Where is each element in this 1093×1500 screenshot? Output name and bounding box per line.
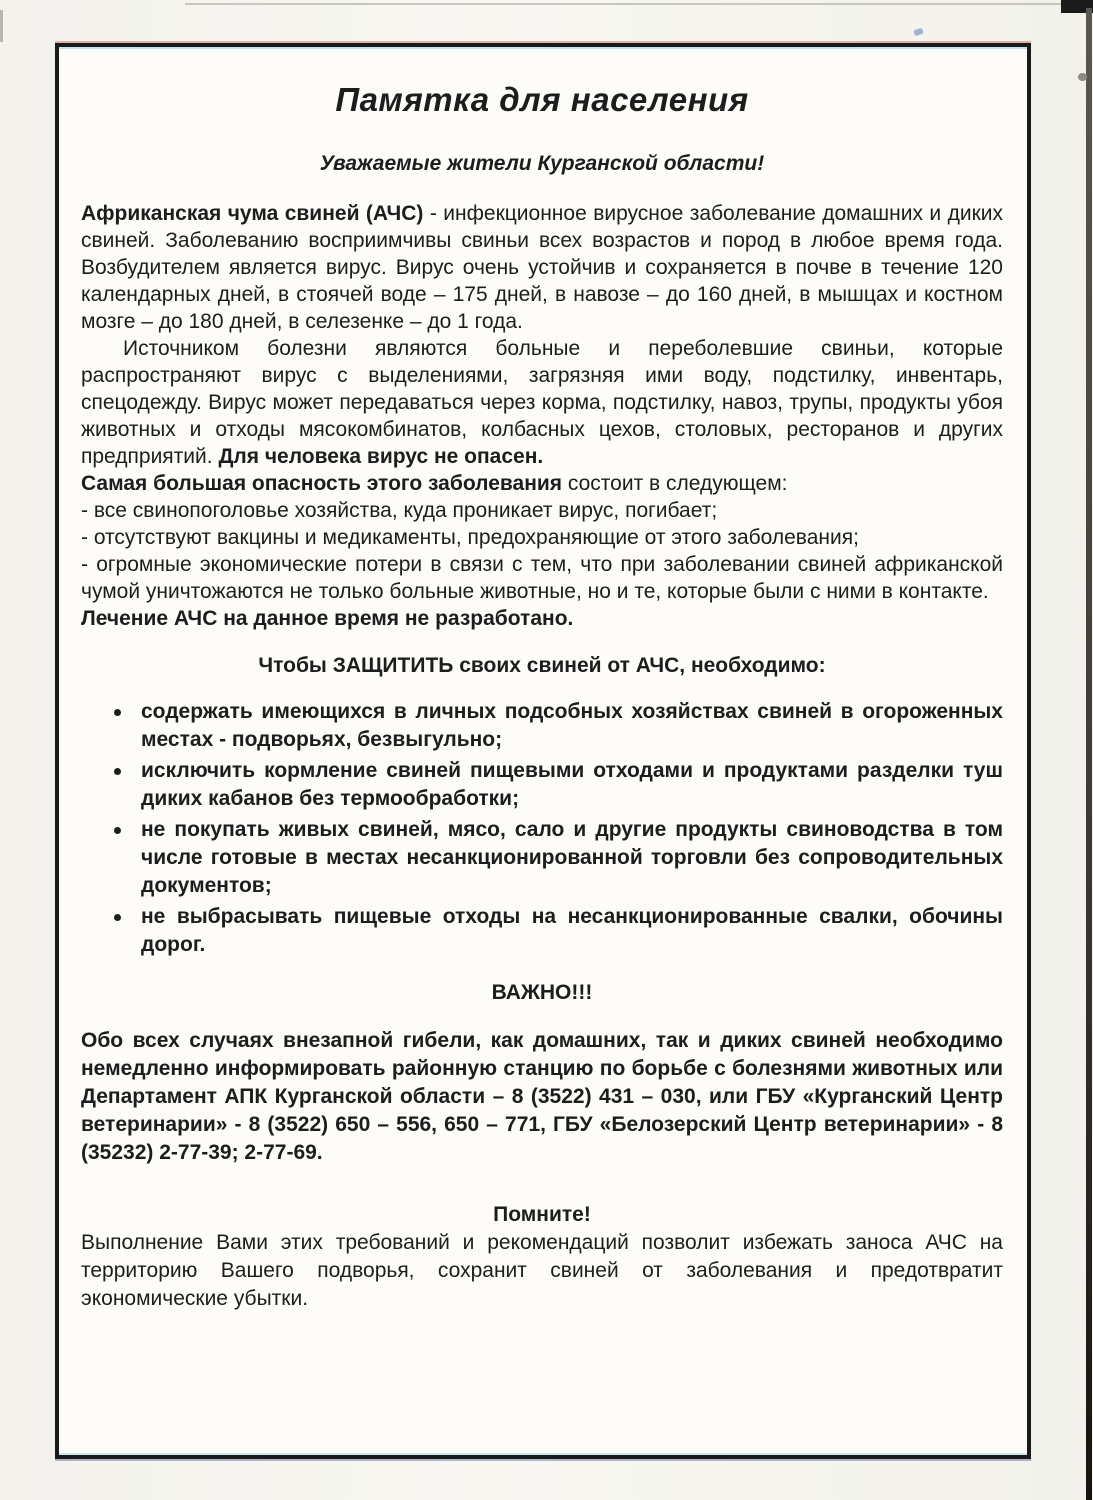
important-heading: ВАЖНО!!! [491, 981, 593, 1004]
scan-artifact-top-line [185, 3, 1065, 5]
remember-heading: Помните! [493, 1203, 591, 1226]
danger-list-item: - отсутствуют вакцины и медикаменты, предохраняющие от этого заболевания; [81, 526, 859, 549]
intro-bold-lead: Африканская чума свиней (АЧС) [81, 202, 424, 225]
document-frame [55, 43, 1031, 1459]
scan-artifact-left-edge [0, 10, 3, 42]
source-main: Источником болезни являются больные и переболевшие свиньи, которые распространяют вирус с выделениями, загрязняя ими воду, подстилку, инвентарь, спецодежду. Вирус может передаваться через корма, подстилку, навоз, трупы, продукты убоя животных и отходы мясокомбинатов, колбасных цехов, столовых, ресторанов и других предприятий. [81, 337, 1003, 468]
treatment-note: Лечение АЧС на данное время не разработано. [81, 607, 574, 630]
danger-list-item: - все свинопоголовье хозяйства, куда проникает вирус, погибает; [81, 499, 718, 522]
protect-bullet-item: не выбрасывать пищевые отходы на несанкционированные свалки, обочины дорог. [141, 903, 1003, 959]
conclusion-paragraph: Выполнение Вами этих требований и рекомендаций позволит избежать заноса АЧС на территорию Вашего подворья, сохранит свиней от заболевания и предотвратит экономические убытки. [81, 1231, 1003, 1310]
memo-title: Памятка для населения [335, 81, 749, 118]
source-paragraph [81, 335, 1003, 470]
protect-bullet-list [81, 698, 1003, 959]
protect-heading: Чтобы ЗАЩИТИТЬ своих свиней от АЧС, необходимо: [258, 654, 826, 677]
protect-bullet-item: содержать имеющихся в личных подсобных хозяйствах свиней в огороженных местах - подворьях, безвыгульно; [141, 698, 1003, 754]
greeting-subtitle: Уважаемые жители Курганской области! [319, 152, 765, 175]
danger-bold-lead: Самая большая опасность этого заболевания [81, 472, 563, 495]
danger-lead-paragraph [81, 470, 1003, 497]
intro-rest: - инфекционное вирусное заболевание домашних и диких свиней. Заболеванию восприимчивы свиньи всех возрастов и пород в любое время года. Возбудителем является вирус. Вирус очень устойчив и сохраняется в почве в течение 120 календарных дней, в стоячей воде – 175 дней, в навозе – до 160 дней, в мышцах и костном мозге – до 180 дней, в селезенке – до 1 года. [81, 202, 1004, 333]
danger-rest: состоит в следующем: [562, 472, 788, 495]
danger-list-item: - огромные экономические потери в связи с тем, что при заболевании свиней африканской чумой уничтожаются не только больные животные, но и те, которые были с ними в контакте. [81, 553, 1003, 603]
source-bold-tail: Для человека вирус не опасен. [218, 445, 544, 468]
protect-bullet-item: исключить кормление свиней пищевыми отходами и продуктами разделки туш диких кабанов без термообработки; [141, 757, 1003, 813]
scan-artifact-speck [913, 28, 923, 36]
protect-bullet-item: не покупать живых свиней, мясо, сало и другие продукты свиноводства в том числе готовые в местах несанкционированной торговли без сопроводительных документов; [141, 816, 1003, 900]
intro-paragraph [81, 200, 1003, 335]
scan-artifact-speck [1078, 73, 1087, 81]
scan-artifact-right-edge [1086, 8, 1092, 1500]
report-paragraph: Обо всех случаях внезапной гибели, как домашних, так и диких свиней необходимо немедленно информировать районную станцию по борьбе с болезнями животных или Департамент АПК Курганской области – 8 (3522) 431 – 030, или ГБУ «Курганский Центр ветеринарии» - 8 (3522) 650 – 556, 650 – 771, ГБУ «Белозерский Центр ветеринарии» - 8 (35232) 2-77-39; 2-77-69. [81, 1029, 1003, 1164]
